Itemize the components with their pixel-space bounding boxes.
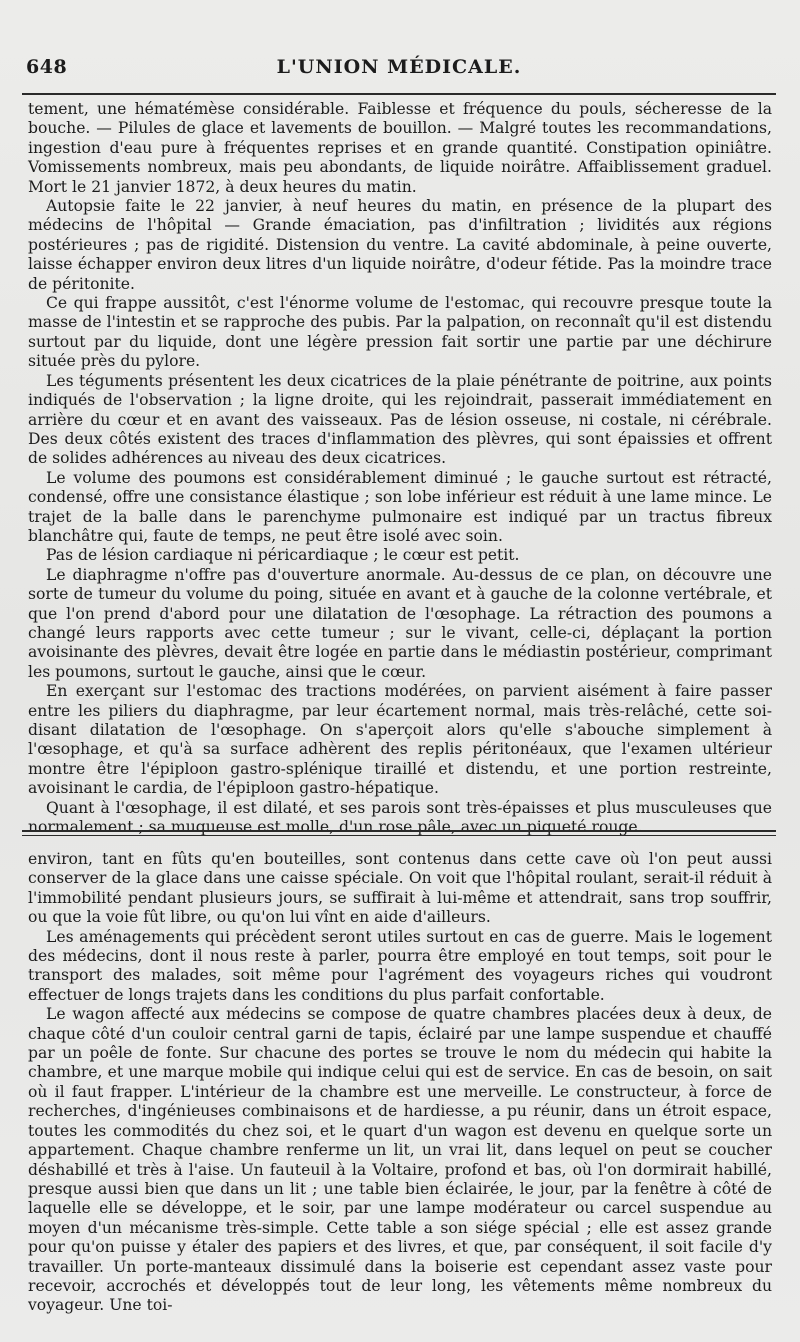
paragraph: Quant à l'œsophage, il est dilaté, et ses parois sont très-épaisses et plus musculeuses que normalement ; sa muqueuse est molle, d'un rose pâle, avec un piqueté rouge. — [28, 798, 772, 837]
paragraph: environ, tant en fûts qu'en bouteilles, sont contenus dans cette cave où l'on peut aussi conserver de la glace dans une caisse spéciale. On voit que l'hôpital roulant, serait-il réduit à l'immobilité pendant plusieurs jours, se suffirait à lui-même et attendrait, sans trop souffrir, ou que la voie fût libre, ou qu'on lui vînt en aide d'ailleurs. — [28, 850, 772, 927]
header-rule — [22, 93, 776, 95]
paragraph: tement, une hématémèse considérable. Faiblesse et fréquence du pouls, sécheresse de la bouche. — Pilules de glace et lavements de bouillon. — Malgré toutes les recommandations, ingestion d'eau pure à fréquentes reprises et en grande quantité. Constipation opiniâtre. Vomissements nombreux, mais peu abondants, de liquide noirâtre. Affaiblissement graduel. Mort le 21 janvier 1872, à deux heures du matin. — [28, 100, 772, 196]
clinical-observation-section — [28, 100, 772, 837]
paragraph: Ce qui frappe aussitôt, c'est l'énorme volume de l'estomac, qui recouvre presque toute la masse de l'intestin et se rapproche des pubis. Par la palpation, on reconnaît qu'il est distendu surtout par du liquide, dont une légère pression fait sortir une partie par une déchirure située près du pylore. — [28, 294, 772, 371]
paragraph-autopsie: Autopsie faite le 22 janvier, à neuf heures du matin, en présence de la plupart des médecins de l'hôpital — Grande émaciation, pas d'infiltration ; lividités aux régions postérieures ; pas de rigidité. Distension du ventre. La cavité abdominale, à peine ouverte, laisse échapper environ deux litres d'un liquide noirâtre, d'odeur fétide. Pas la moindre trace de péritonite. — [28, 197, 772, 293]
paragraph: Les téguments présentent les deux cicatrices de la plaie pénétrante de poitrine, aux points indiqués de l'observation ; la ligne droite, qui les rejoindrait, passerait immédiatement en arrière du cœur et en avant des vaisseaux. Pas de lésion osseuse, ni costale, ni cérébrale. Des deux côtés existent des traces d'inflammation des plèvres, qui sont épaissies et offrent de solides adhérences au niveau des deux cicatrices. — [28, 371, 772, 468]
paragraph: Les aménagements qui précèdent seront utiles surtout en cas de guerre. Mais le logement des médecins, dont il nous reste à parler, pourra être employé en tout temps, soit pour le transport des malades, soit même pour l'agrément des voyageurs riches qui voudront effectuer de longs trajets dans les conditions du plus parfait confortable. — [28, 927, 772, 1004]
paragraph: En exerçant sur l'estomac des tractions modérées, on parvient aisément à faire passer entre les piliers du diaphragme, par leur écartement normal, mais très-relâché, cette soi-disant dilatation de l'œsophage. On s'aperçoit alors qu'elle s'abouche simplement à l'œsophage, et qu'à sa surface adhèrent des replis péritonéaux, que l'examen ultérieur montre être l'épiploon gastro-splénique tiraillé et distendu, et une portion restreinte, avoisinant le cardia, de l'épiploon gastro-hépatique. — [28, 682, 772, 798]
section-divider-top — [22, 830, 776, 832]
paragraph: Le wagon affecté aux médecins se compose de quatre chambres placées deux à deux, de chaque côté d'un couloir central garni de tapis, éclairé par une lampe suspendue et chauffé par un poêle de fonte. Sur chacune des portes se trouve le nom du médecin qui habite la chambre, et une marque mobile qui indique celui qui est de service. En cas de besoin, on sait où il faut frapper. L'intérieur de la chambre est une merveille. Le constructeur, à force de recherches, d'ingénieuses combinaisons et de hardiesse, a pu réunir, dans un étroit espace, toutes les commodités du chez soi, et le quart d'un wagon est devenu en quelque sorte un appartement. Chaque chambre renferme un lit, un vrai lit, dans lequel on peut se coucher déshabillé et très à l'aise. Un fauteuil à la Voltaire, profond et bas, où l'on dormirait habillé, presque aussi bien que dans un lit ; une table bien éclairée, le jour, par la fenêtre à côté de laquelle elle se développe, et le soir, par une lampe modérateur ou carcel suspendue au moyen d'un mécanisme très-simple. Cette table a son siége spécial ; elle est assez grande pour qu'on puisse y étaler des papiers et des livres, et que, par conséquent, il soit facile d'y travailler. Un porte-manteaux dissimulé dans la boiserie est cependant assez vaste pour recevoir, accrochés et développés tout de leur long, les vêtements même nombreux du voyageur. Une toi- — [28, 1005, 772, 1315]
paragraph: Le diaphragme n'offre pas d'ouverture anormale. Au-dessus de ce plan, on découvre une sorte de tumeur du volume du poing, située en avant et à gauche de la colonne vertébrale, et que l'on prend d'abord pour une dilatation de l'œsophage. La rétraction des poumons a changé leurs rapports avec cette tumeur ; sur le vivant, celle-ci, déplaçant la portion avoisinante des plèvres, devait être logée en partie dans le médiastin postérieur, comprimant les poumons, surtout le gauche, ainsi que le cœur. — [28, 565, 772, 681]
feuilleton-section — [28, 850, 772, 1316]
page-number: 648 — [26, 56, 68, 78]
paragraph: Pas de lésion cardiaque ni péricardiaque ; le cœur est petit. — [46, 546, 520, 565]
page-header — [22, 56, 776, 86]
paragraph: Le volume des poumons est considérablement diminué ; le gauche surtout est rétracté, condensé, offre une consistance élastique ; son lobe inférieur est réduit à une lame mince. Le trajet de la balle dans le parenchyme pulmonaire est indiqué par un tractus fibreux blanchâtre qui, faute de temps, ne peut être isolé avec soin. — [28, 468, 772, 545]
section-divider-bottom — [22, 835, 776, 836]
journal-title: L'UNION MÉDICALE. — [276, 56, 522, 78]
